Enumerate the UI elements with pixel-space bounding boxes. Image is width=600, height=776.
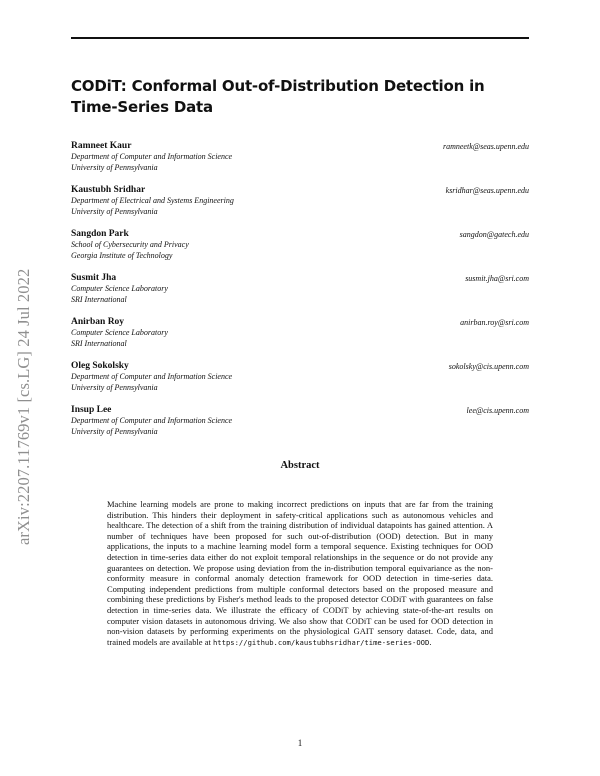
author-department: Department of Computer and Information Science bbox=[71, 372, 233, 381]
author-name: Oleg Sokolsky bbox=[71, 361, 129, 371]
author-institution: University of Pennsylvania bbox=[71, 162, 158, 172]
author-name: Sangdon Park bbox=[71, 229, 129, 239]
author-department: Department of Electrical and Systems Engineering bbox=[71, 196, 234, 205]
author-institution: University of Pennsylvania bbox=[71, 206, 158, 216]
author-block bbox=[71, 185, 529, 229]
abstract-text: Machine learning models are prone to making incorrect predictions on inputs that are far from the training distribution. This hinders their deployment in safety-critical applications such as autonomous vehicles and healthcare. The detection of a shift from the training distribution of individual datapoints has gained attention. A number of techniques have been proposed for such out-of-distribution (OOD) detection. But in many applications, the inputs to a machine learning model form a temporal sequence. Existing techniques for OOD detection in time-series data either do not exploit temporal relationships in the sequence or do not provide any guarantees on detection. We propose using deviation from the in-distribution temporal equivariance as the non-conformity measure in conformal anomaly detection framework for OOD detection in time-series data. Computing independent predictions from multiple conformal detectors based on the proposed measure and combining these predictions by Fisher's method leads to the proposed detector CODiT with guarantees on false detection in time-series data. We illustrate the efficacy of CODiT by achieving state-of-the-art results on computer vision datasets in autonomous driving. We also show that CODiT can be used for OOD detection in non-vision datasets by performing experiments on the physiological GAIT sensory dataset. Code, data, and trained models are available at bbox=[107, 499, 493, 647]
author-department: Department of Computer and Information Science bbox=[71, 152, 233, 161]
author-name: Anirban Roy bbox=[71, 317, 125, 327]
author-block bbox=[71, 141, 529, 185]
author-institution: SRI International bbox=[71, 294, 127, 304]
author-list bbox=[71, 141, 529, 449]
abstract-end: . bbox=[429, 636, 432, 647]
author-name: Ramneet Kaur bbox=[71, 141, 132, 151]
author-email[interactable]: ksridhar@seas.upenn.edu bbox=[445, 186, 529, 195]
author-name: Kaustubh Sridhar bbox=[71, 185, 146, 195]
author-email[interactable]: ramneetk@seas.upenn.edu bbox=[442, 142, 529, 151]
author-institution: Georgia Institute of Technology bbox=[71, 250, 173, 260]
author-institution: University of Pennsylvania bbox=[71, 382, 158, 392]
abstract-heading: Abstract bbox=[280, 460, 320, 471]
author-institution: SRI International bbox=[71, 338, 127, 348]
author-email[interactable]: susmit.jha@sri.com bbox=[465, 274, 529, 283]
author-department: Computer Science Laboratory bbox=[71, 328, 168, 337]
author-name: Insup Lee bbox=[71, 405, 112, 415]
top-rule bbox=[71, 37, 529, 39]
code-link[interactable]: https://github.com/kaustubhsridhar/time-series-OOD bbox=[212, 637, 430, 647]
author-email[interactable]: sokolsky@cis.upenn.com bbox=[448, 362, 529, 371]
author-department: Computer Science Laboratory bbox=[71, 284, 168, 293]
author-institution: University of Pennsylvania bbox=[71, 426, 158, 436]
author-block bbox=[71, 273, 529, 317]
author-department: School of Cybersecurity and Privacy bbox=[71, 240, 189, 249]
arxiv-identifier: arXiv:2207.11769v1 [cs.LG] 24 Jul 2022 bbox=[14, 268, 33, 545]
author-block bbox=[71, 317, 529, 361]
author-name: Susmit Jha bbox=[71, 273, 117, 283]
author-email[interactable]: sangdon@gatech.edu bbox=[459, 230, 529, 239]
abstract-body bbox=[107, 499, 493, 648]
author-email[interactable]: anirban.roy@sri.com bbox=[460, 318, 529, 327]
paper-title: CODiT: Conformal Out-of-Distribution Detection in Time-Series Data bbox=[71, 77, 485, 116]
page-number: 1 bbox=[297, 738, 303, 748]
author-block bbox=[71, 361, 529, 405]
author-email[interactable]: lee@cis.upenn.com bbox=[466, 406, 529, 415]
author-block bbox=[71, 405, 529, 449]
author-block bbox=[71, 229, 529, 273]
author-department: Department of Computer and Information Science bbox=[71, 416, 233, 425]
